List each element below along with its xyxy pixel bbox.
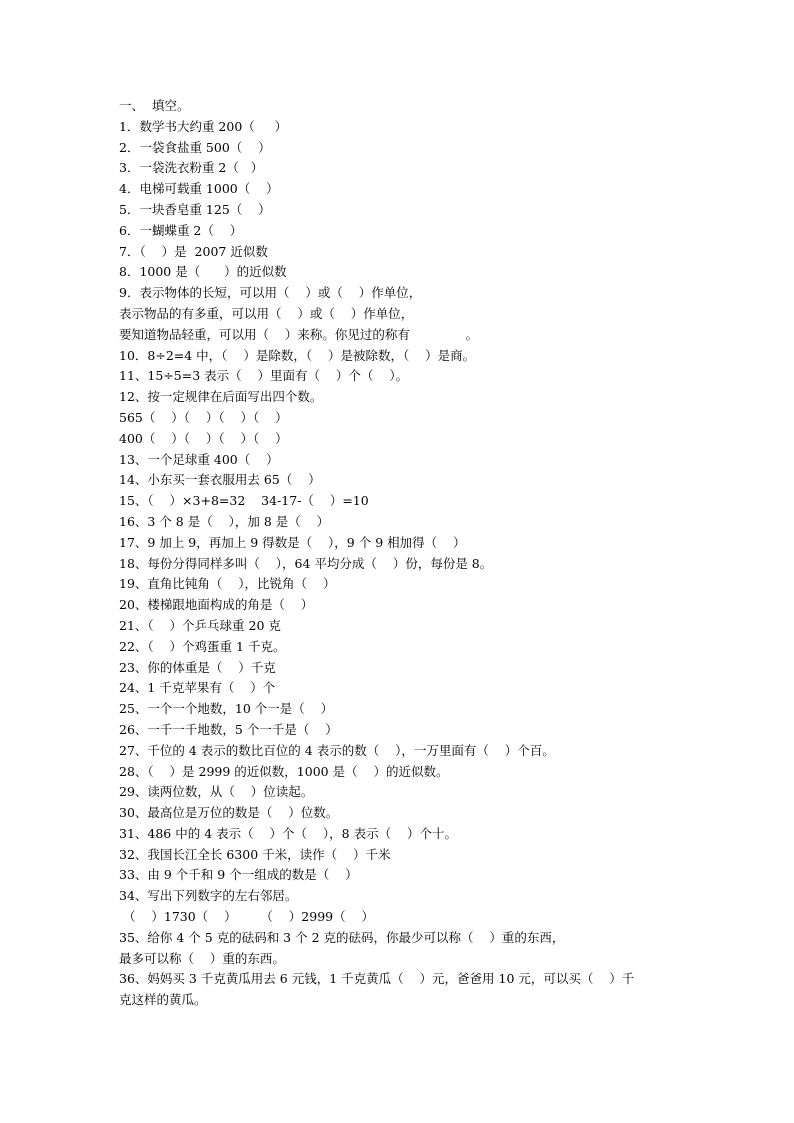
question-line: 8．1000 是（ ）的近似数 xyxy=(119,264,287,280)
question-line: 565（ ）（ ）（ ）（ ） xyxy=(119,409,288,425)
question-line: 19、直角比钝角（ ），比锐角（ ） xyxy=(119,576,336,592)
question-line: 36、妈妈买 3 千克黄瓜用去 6 元钱，1 千克黄瓜（ ）元，爸爸用 10 元，可以买（ ）千 xyxy=(119,971,635,987)
section-title: 一、 填空。 xyxy=(119,98,190,113)
question-line: 20、楼梯跟地面构成的角是（ ） xyxy=(119,597,314,613)
question-line: 2．一袋食盐重 500（ ） xyxy=(119,139,271,155)
question-line: 34、写出下列数字的左右邻居。 xyxy=(119,888,298,904)
question-line: 18、每份分得同样多叫（ ），64 平均分成（ ）份，每份是 8。 xyxy=(119,555,493,571)
question-line: 22、（ ）个鸡蛋重 1 千克。 xyxy=(119,638,286,654)
question-line: 6．一蝴蝶重 2（ ） xyxy=(119,222,243,238)
question-line: 3．一袋洗衣粉重 2（ ） xyxy=(119,160,264,176)
question-line: 400（ ）（ ）（ ）（ ） xyxy=(119,430,288,446)
question-line: 7．（ ）是 2007 近似数 xyxy=(119,243,268,259)
question-line: 14、小东买一套衣服用去 65（ ） xyxy=(119,472,321,488)
question-line: 26、一千一千地数，5 个一千是（ ） xyxy=(119,721,338,737)
question-line: 1．数学书大约重 200（ ） xyxy=(119,118,288,134)
question-line: 27、千位的 4 表示的数比百位的 4 表示的数（ ），一万里面有（ ）个百。 xyxy=(119,742,555,758)
question-line: 21、（ ）个乒乓球重 20 克 xyxy=(119,617,281,633)
question-line: 25、一个一个地数，10 个一是（ ） xyxy=(119,701,334,717)
question-line: 29、读两位数，从（ ）位读起。 xyxy=(119,784,314,800)
question-line: 30、最高位是万位的数是（ ）位数。 xyxy=(119,805,339,821)
question-line: 15、（ ）×3+8=32 34-17-（ ）=10 xyxy=(119,493,369,509)
question-line: 23、你的体重是（ ）千克 xyxy=(119,659,276,675)
question-line: 表示物品的有多重，可以用（ ）或（ ）作单位， xyxy=(119,305,414,321)
question-line: 5．一块香皂重 125（ ） xyxy=(119,201,271,217)
question-line: 11、15÷5=3 表示（ ）里面有（ ）个（ ）。 xyxy=(119,368,409,384)
question-line: 最多可以称（ ）重的东西。 xyxy=(119,950,285,966)
question-line: 31、486 中的 4 表示（ ）个（ ），8 表示（ ）个十。 xyxy=(119,825,457,841)
question-line: 13、一个足球重 400（ ） xyxy=(119,451,279,467)
question-line: 16、3 个 8 是（ ），加 8 是（ ） xyxy=(119,513,330,529)
question-line: 32、我国长江全长 6300 千米，读作（ ）千米 xyxy=(119,846,391,862)
question-line: （ ）1730（ ） （ ）2999（ ） xyxy=(119,909,375,925)
question-line: 33、由 9 个千和 9 个一组成的数是（ ） xyxy=(119,867,358,883)
question-line: 克这样的黄瓜。 xyxy=(119,992,207,1008)
question-line: 12、按一定规律在后面写出四个数。 xyxy=(119,389,323,405)
question-line: 4．电梯可载重 1000（ ） xyxy=(119,181,279,197)
question-line: 35、给你 4 个 5 克的砝码和 3 个 2 克的砝码，你最少可以称（ ）重的东西， xyxy=(119,929,565,945)
worksheet xyxy=(119,96,719,1011)
question-line: 要知道物品轻重，可以用（ ）来称。你见过的称有 。 xyxy=(119,326,479,342)
question-line: 10．8÷2=4 中，（ ）是除数，（ ）是被除数，（ ）是商。 xyxy=(119,347,476,363)
question-line: 17、9 加上 9，再加上 9 得数是（ ），9 个 9 相加得（ ） xyxy=(119,534,466,550)
question-line: 28、（ ）是 2999 的近似数，1000 是（ ）的近似数。 xyxy=(119,763,449,779)
question-line: 24、1 千克苹果有（ ）个 xyxy=(119,680,276,696)
question-line: 9．表示物体的长短，可以用（ ）或（ ）作单位， xyxy=(119,285,422,301)
